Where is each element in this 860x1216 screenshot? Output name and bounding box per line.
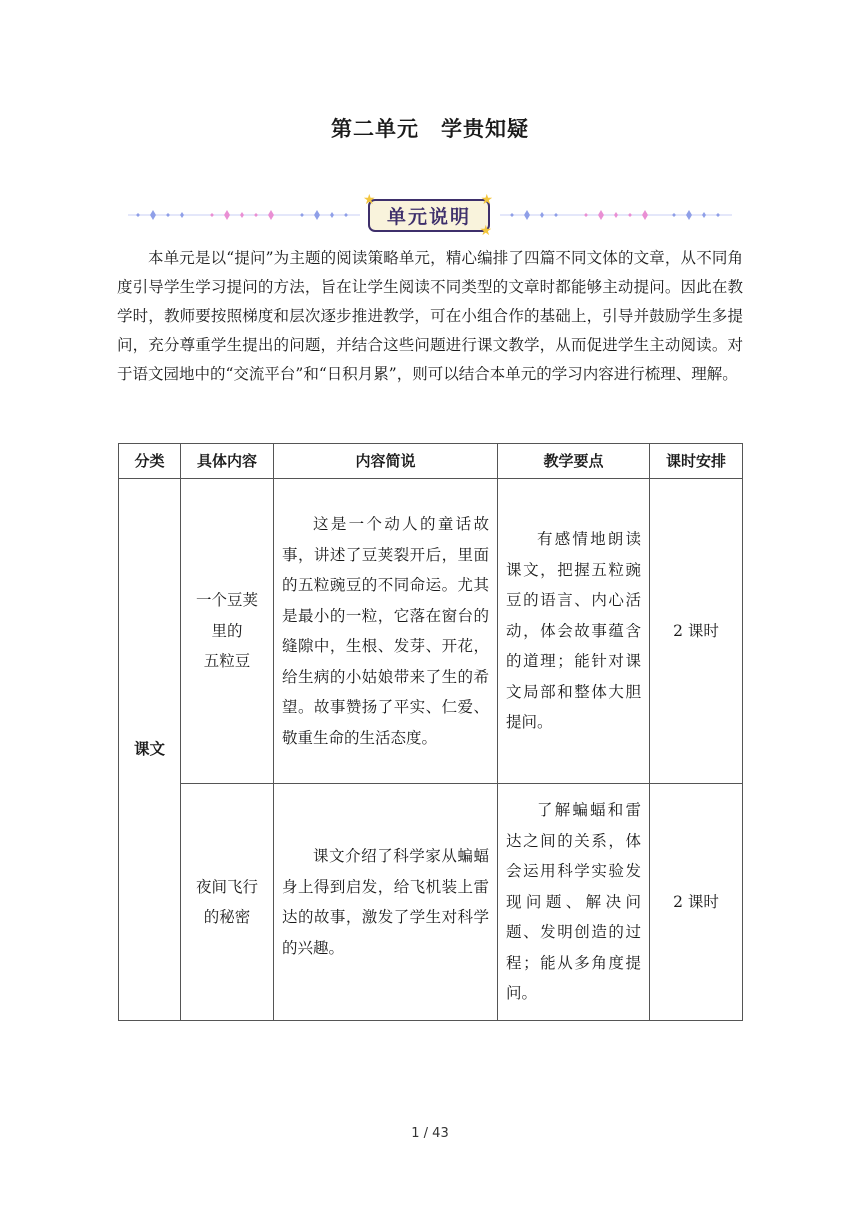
header-category: 分类	[119, 444, 181, 479]
section-badge	[363, 192, 495, 239]
header-content: 具体内容	[181, 444, 274, 479]
lesson-title-line: 夜间飞行	[195, 877, 258, 896]
table-row	[119, 479, 743, 784]
hours-cell: 2 课时	[650, 784, 743, 1021]
hours-cell: 2 课时	[650, 479, 743, 784]
page-number: 1 / 43	[411, 1126, 449, 1141]
section-banner	[128, 194, 734, 240]
star-icon: ★	[479, 223, 494, 239]
header-hours: 课时安排	[650, 444, 743, 479]
table-header-row	[119, 444, 743, 479]
lesson-title-cell	[181, 479, 274, 784]
lesson-title-line: 一个豆荚	[195, 591, 258, 610]
key-points-cell	[498, 479, 650, 784]
lesson-title-line: 里的	[211, 621, 243, 640]
summary-text: 这是一个动人的童话故事，讲述了豆荚裂开后，里面的五粒豌豆的不同命运。尤其是最小的一粒，它落在窗台的缝隙中，生根、发芽、开花，给生病的小姑娘带来了生的希望。故事赞扬了平实、仁爱、敬重生命的生活态度。	[282, 515, 489, 747]
star-icon: ★	[480, 192, 495, 208]
sparkle-decoration-left	[128, 204, 360, 226]
key-points-text: 了解蝙蝠和雷达之间的关系，体会运用科学实验发现问题、解决问题、发明创造的过程；能从多角度提问。	[506, 801, 641, 1003]
star-icon: ★	[363, 192, 378, 208]
lesson-title-line: 的秘密	[203, 908, 251, 926]
header-key-points: 教学要点	[498, 444, 650, 479]
summary-text: 课文介绍了科学家从蝙蝠身上得到启发，给飞机装上雷达的故事，激发了学生对科学的兴趣。	[282, 847, 489, 957]
category-cell: 课文	[119, 479, 181, 1021]
summary-cell	[274, 784, 498, 1021]
lesson-title-cell	[181, 784, 274, 1021]
summary-cell	[274, 479, 498, 784]
lesson-title-line: 五粒豆	[203, 652, 251, 671]
header-summary: 内容简说	[274, 444, 498, 479]
unit-introduction: 本单元是以“提问”为主题的阅读策略单元，精心编排了四篇不同文体的文章，从不同角度引导学生学习提问的方法，旨在让学生阅读不同类型的文章时都能够主动提问。因此在教学时，教师要按照梯度和层次逐步推进教学，可在小组合作的基础上，引导并鼓励学生多提问，充分尊重学生提出的问题，并结合这些问题进行课文教学，从而促进学生主动阅读。对于语文园地中的“交流平台”和“日积月累”，则可以结合本单元的学习内容进行梳理、理解。	[117, 249, 743, 383]
section-badge-label: 单元说明	[386, 206, 471, 228]
teaching-plan-table	[118, 443, 743, 1021]
key-points-text: 有感情地朗读课文，把握五粒豌豆的语言、内心活动，体会故事蕴含的道理；能针对课文局部和整体大胆提问。	[506, 530, 641, 732]
sparkle-decoration-right	[500, 204, 732, 226]
key-points-cell	[498, 784, 650, 1021]
table-row	[119, 784, 743, 1021]
page-title: 第二单元 学贵知疑	[331, 117, 529, 141]
